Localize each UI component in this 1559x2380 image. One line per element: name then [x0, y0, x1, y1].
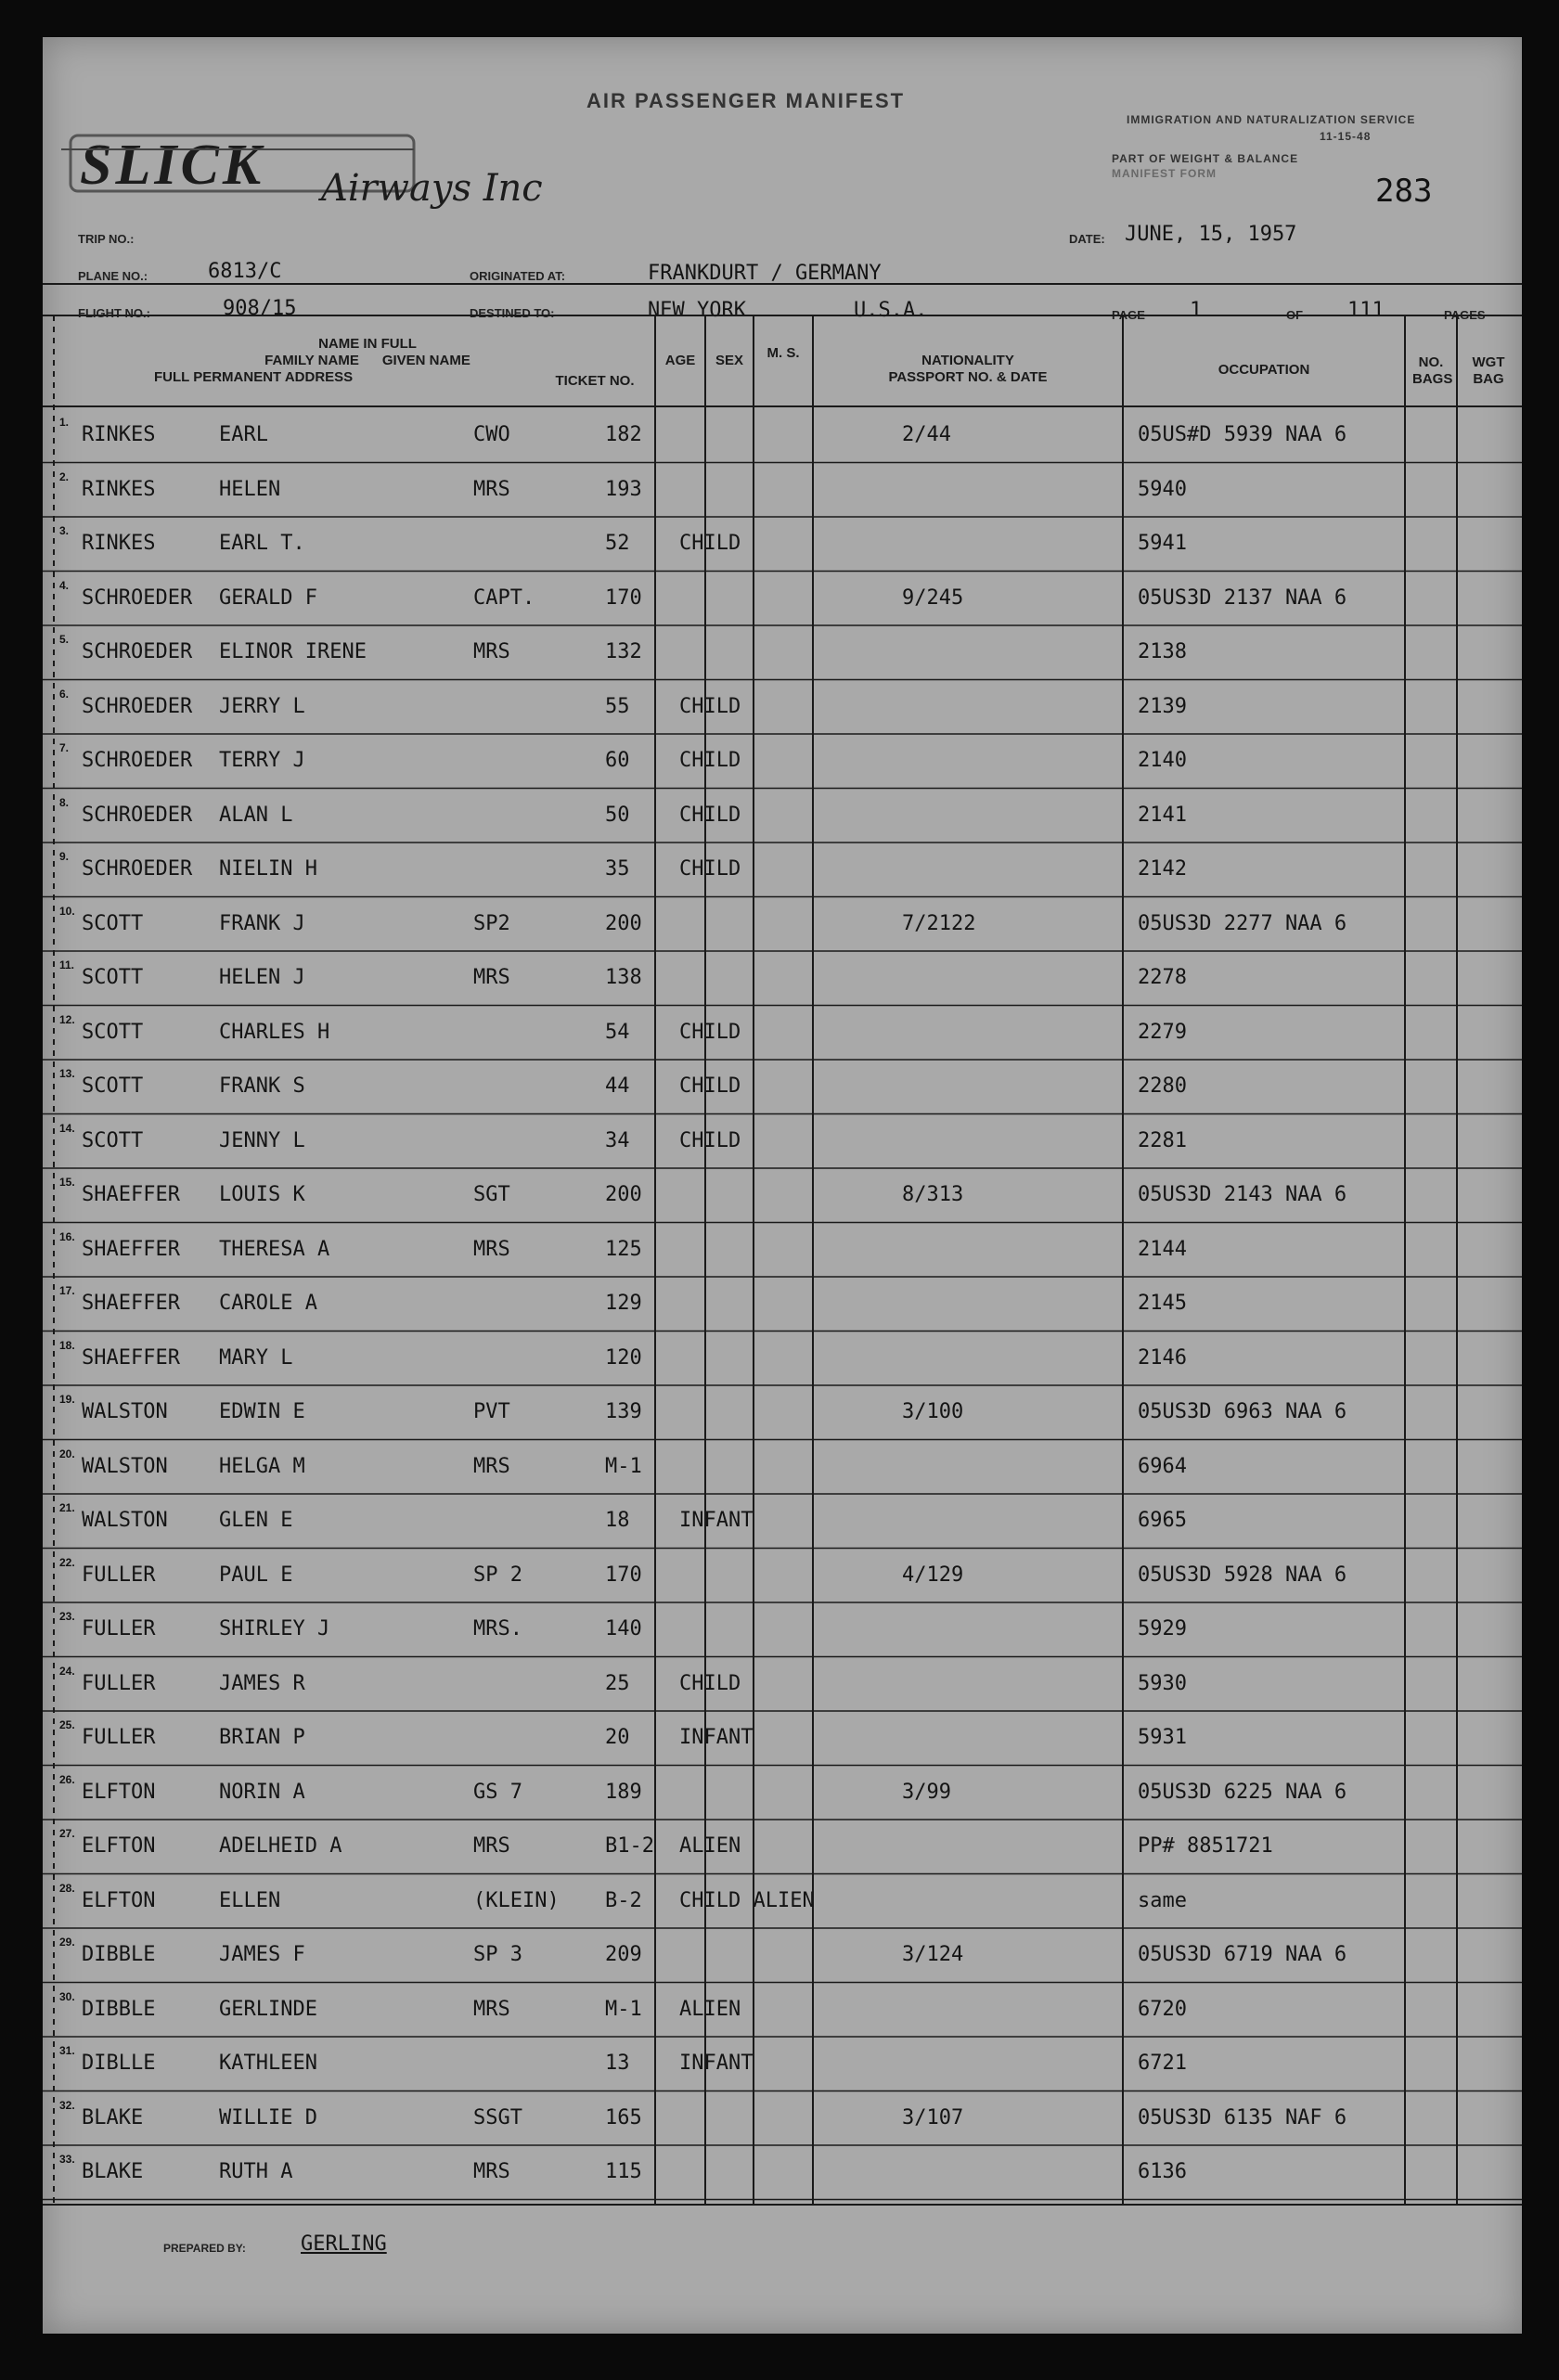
age-value: CHILD — [679, 803, 741, 827]
ticket-number: 20 — [605, 1726, 630, 1749]
table-row — [43, 1006, 1522, 1060]
row-number: 26. — [59, 1772, 75, 1786]
given-name: JAMES R — [219, 1671, 305, 1695]
occupation-value: 05US3D 5928 NAA 6 — [1138, 1563, 1347, 1587]
family-name: RINKES — [82, 477, 156, 501]
ticket-number: 200 — [605, 1183, 642, 1206]
occupation-value: 2146 — [1138, 1345, 1187, 1370]
given-name: MARY L — [219, 1345, 293, 1370]
table-row — [43, 1983, 1522, 2037]
ticket-number: 182 — [605, 423, 642, 446]
occupation-value: PP# 8851721 — [1138, 1834, 1273, 1858]
col-header-bags: NO. BAGS — [1412, 354, 1453, 387]
given-name: HELEN J — [219, 966, 305, 989]
row-number: 9. — [59, 850, 70, 863]
row-number: 13. — [59, 1067, 75, 1080]
family-name: SCHROEDER — [82, 857, 193, 881]
rank-title: (KLEIN) — [473, 1888, 560, 1912]
given-name: GERALD F — [219, 585, 317, 610]
family-name: FULLER — [82, 1671, 156, 1695]
table-row — [43, 1602, 1522, 1656]
page-stamp-number: 283 — [1375, 173, 1433, 210]
occupation-value: 2142 — [1138, 857, 1187, 881]
row-number: 2. — [59, 470, 70, 483]
ticket-number: 139 — [605, 1400, 642, 1423]
ticket-number: B1-2 — [605, 1834, 654, 1858]
family-name: WALSTON — [82, 1509, 168, 1532]
family-name: ELFTON — [82, 1780, 156, 1804]
passport-date: 9/245 — [902, 585, 964, 610]
rank-title: SGT — [473, 1183, 510, 1206]
col-header-wgt: WGT BAG — [1472, 354, 1505, 387]
table-row — [43, 1549, 1522, 1602]
occupation-value: 5941 — [1138, 532, 1187, 555]
col-header-name-line2: FAMILY NAME GIVEN NAME — [264, 353, 470, 368]
svg-text:SLICK: SLICK — [80, 134, 265, 197]
family-name: WALSTON — [82, 1400, 168, 1423]
given-name: ELLEN — [219, 1888, 281, 1912]
rank-title: CAPT. — [473, 585, 535, 610]
occupation-value: 05US3D 6719 NAA 6 — [1138, 1943, 1347, 1966]
plane-value: 6813/C — [208, 260, 282, 283]
occupation-value: 2139 — [1138, 694, 1187, 718]
table-row — [43, 897, 1522, 951]
given-name: TERRY J — [219, 749, 305, 772]
given-name: HELEN — [219, 477, 281, 501]
occupation-value: 2140 — [1138, 749, 1187, 772]
occupation-value: 05US3D 2277 NAA 6 — [1138, 911, 1347, 935]
age-value: CHILD — [679, 1020, 741, 1044]
occupation-value: 05US3D 6135 NAF 6 — [1138, 2105, 1347, 2129]
row-number: 5. — [59, 633, 70, 646]
occupation-value: 6964 — [1138, 1454, 1187, 1478]
row-number: 6. — [59, 687, 70, 701]
ticket-number: 35 — [605, 857, 630, 881]
given-name: CAROLE A — [219, 1292, 317, 1315]
rank-title: MRS — [473, 477, 510, 501]
table-row — [43, 1494, 1522, 1548]
rank-title: MRS — [473, 1237, 510, 1261]
occupation-value: 6721 — [1138, 2052, 1187, 2075]
family-name: SHAEFFER — [82, 1292, 180, 1315]
occupation-value: 2279 — [1138, 1020, 1187, 1044]
rank-title: MRS — [473, 640, 510, 663]
given-name: JAMES F — [219, 1943, 305, 1966]
given-name: JERRY L — [219, 694, 305, 718]
age-value: INFANT — [679, 2052, 754, 2075]
ticket-number: 189 — [605, 1780, 642, 1804]
row-number: 15. — [59, 1176, 75, 1189]
rank-title: SP 2 — [473, 1563, 522, 1587]
row-number: 21. — [59, 1501, 75, 1514]
table-row — [43, 1874, 1522, 1928]
rank-title: MRS — [473, 1834, 510, 1858]
ticket-number: 25 — [605, 1671, 630, 1695]
table-row — [43, 1385, 1522, 1439]
row-number: 3. — [59, 524, 70, 537]
svg-text:Airways Inc: Airways Inc — [321, 167, 543, 210]
family-name: SCHROEDER — [82, 749, 193, 772]
ticket-number: 13 — [605, 2052, 630, 2075]
family-name: FULLER — [82, 1726, 156, 1749]
destined-city: NEW YORK — [648, 299, 746, 322]
family-name: WALSTON — [82, 1454, 168, 1478]
family-name: ELFTON — [82, 1888, 156, 1912]
row-number: 29. — [59, 1936, 75, 1949]
table-row — [43, 789, 1522, 843]
row-number: 30. — [59, 1989, 75, 2003]
given-name: EARL — [219, 423, 268, 446]
date-value: JUNE, 15, 1957 — [1125, 223, 1297, 246]
ticket-number: 132 — [605, 640, 642, 663]
family-name: SCHROEDER — [82, 803, 193, 827]
row-number: 33. — [59, 2153, 75, 2166]
occupation-value: 6965 — [1138, 1509, 1187, 1532]
row-number: 4. — [59, 578, 70, 592]
family-name: SCOTT — [82, 1020, 144, 1044]
given-name: WILLIE D — [219, 2105, 317, 2129]
occupation-value: 2138 — [1138, 640, 1187, 663]
row-number: 31. — [59, 2044, 75, 2057]
ins-stamp-line4: MANIFEST FORM — [1112, 167, 1217, 180]
given-name: PAUL E — [219, 1563, 293, 1587]
ticket-number: 140 — [605, 1617, 642, 1640]
family-name: SCHROEDER — [82, 585, 193, 610]
given-name: BRIAN P — [219, 1726, 305, 1749]
occupation-value: 05US3D 2137 NAA 6 — [1138, 585, 1347, 610]
ticket-number: B-2 — [605, 1888, 642, 1912]
table-row — [43, 463, 1522, 517]
prepared-by-value: GERLING — [301, 2232, 387, 2256]
ticket-number: 200 — [605, 911, 642, 935]
occupation-value: 05US3D 2143 NAA 6 — [1138, 1183, 1347, 1206]
row-number: 19. — [59, 1393, 75, 1406]
table-row — [43, 572, 1522, 625]
table-row — [43, 625, 1522, 679]
table-row — [43, 2091, 1522, 2145]
ticket-number: 138 — [605, 966, 642, 989]
family-name: SCOTT — [82, 1074, 144, 1098]
occupation-value: 6720 — [1138, 1997, 1187, 2021]
given-name: ALAN L — [219, 803, 293, 827]
table-row — [43, 408, 1522, 462]
date-label: DATE: — [1069, 232, 1105, 246]
age-value: ALIEN — [679, 1834, 741, 1858]
ticket-number: 129 — [605, 1292, 642, 1315]
age-value: CHILD ALIEN — [679, 1888, 815, 1912]
col-header-nationality — [813, 353, 1123, 386]
rank-title: SP2 — [473, 911, 510, 935]
originated-label: ORIGINATED AT: — [470, 269, 566, 283]
row-number: 20. — [59, 1447, 75, 1460]
col-header-name-line3: FULL PERMANENT ADDRESS — [154, 369, 354, 385]
table-row — [43, 1223, 1522, 1277]
given-name: KATHLEEN — [219, 2052, 317, 2075]
given-name: FRANK S — [219, 1074, 305, 1098]
ticket-number: 44 — [605, 1074, 630, 1098]
occupation-value: 05US3D 6963 NAA 6 — [1138, 1400, 1347, 1423]
occupation-value: 5929 — [1138, 1617, 1187, 1640]
prepared-by-label: PREPARED BY: — [163, 2242, 246, 2255]
occupation-value: 2280 — [1138, 1074, 1187, 1098]
table-row — [43, 1820, 1522, 1873]
plane-label: PLANE NO.: — [78, 269, 148, 283]
given-name: JENNY L — [219, 1128, 305, 1152]
row-number: 1. — [59, 416, 70, 429]
given-name: THERESA A — [219, 1237, 330, 1261]
passport-date: 3/99 — [902, 1780, 951, 1804]
ins-stamp-line2: 11-15-48 — [1320, 130, 1372, 143]
ticket-number: 165 — [605, 2105, 642, 2129]
occupation-value: 05US3D 6225 NAA 6 — [1138, 1780, 1347, 1804]
given-name: FRANK J — [219, 911, 305, 935]
passport-date: 2/44 — [902, 423, 951, 446]
family-name: SCHROEDER — [82, 694, 193, 718]
family-name: SHAEFFER — [82, 1237, 180, 1261]
family-name: DIBLLE — [82, 2052, 156, 2075]
family-name: BLAKE — [82, 2160, 144, 2183]
given-name: GERLINDE — [219, 1997, 317, 2021]
rank-title: SP 3 — [473, 1943, 522, 1966]
ins-stamp-line1: IMMIGRATION AND NATURALIZATION SERVICE — [1127, 113, 1416, 126]
passport-date: 7/2122 — [902, 911, 976, 935]
ticket-number: 60 — [605, 749, 630, 772]
ticket-number: 170 — [605, 585, 642, 610]
row-number: 32. — [59, 2098, 75, 2112]
rank-title: MRS — [473, 966, 510, 989]
passport-date: 4/129 — [902, 1563, 964, 1587]
rank-title: MRS. — [473, 1617, 522, 1640]
family-name: RINKES — [82, 423, 156, 446]
age-value: ALIEN — [679, 1997, 741, 2021]
destined-country: U.S.A. — [854, 299, 928, 322]
ticket-number: 54 — [605, 1020, 630, 1044]
flight-label: FLIGHT NO.: — [78, 306, 150, 320]
col-header-nationality-line2: PASSPORT NO. & DATE — [888, 369, 1048, 385]
table-row — [43, 1928, 1522, 1982]
family-name: FULLER — [82, 1617, 156, 1640]
given-name: EARL T. — [219, 532, 305, 555]
age-value: CHILD — [679, 1128, 741, 1152]
pages-label: PAGES — [1444, 308, 1486, 322]
family-name: DIBBLE — [82, 1997, 156, 2021]
originated-value: FRANKDURT / GERMANY — [648, 262, 882, 285]
table-row — [43, 1766, 1522, 1820]
given-name: CHARLES H — [219, 1020, 330, 1044]
row-number: 8. — [59, 795, 70, 809]
passport-date: 3/124 — [902, 1943, 964, 1966]
row-number: 28. — [59, 1881, 75, 1895]
rank-title: MRS — [473, 1997, 510, 2021]
family-name: SHAEFFER — [82, 1183, 180, 1206]
age-value: INFANT — [679, 1509, 754, 1532]
page-label: PAGE — [1112, 308, 1145, 322]
given-name: NIELIN H — [219, 857, 317, 881]
ticket-number: 50 — [605, 803, 630, 827]
family-name: DIBBLE — [82, 1943, 156, 1966]
ticket-number: 52 — [605, 532, 630, 555]
row-number: 23. — [59, 1610, 75, 1623]
table-row — [43, 1168, 1522, 1222]
col-header-nationality-line1: NATIONALITY — [921, 353, 1014, 368]
table-row — [43, 843, 1522, 896]
occupation-value: 2278 — [1138, 966, 1187, 989]
family-name: SCOTT — [82, 911, 144, 935]
rank-title: MRS — [473, 2160, 510, 2183]
table-row — [43, 1657, 1522, 1711]
rank-title: MRS — [473, 1454, 510, 1478]
row-number: 24. — [59, 1664, 75, 1678]
row-number: 25. — [59, 1718, 75, 1731]
col-header-occupation: OCCUPATION — [1218, 362, 1310, 378]
flight-value: 908/15 — [223, 297, 297, 320]
table-row — [43, 1440, 1522, 1494]
table-row — [43, 951, 1522, 1005]
trip-label: TRIP NO.: — [78, 232, 135, 246]
row-number: 14. — [59, 1121, 75, 1135]
row-number: 17. — [59, 1284, 75, 1297]
ticket-number: 34 — [605, 1128, 630, 1152]
destined-label: DESTINED TO: — [470, 306, 555, 320]
row-number: 10. — [59, 904, 75, 918]
table-row — [43, 1277, 1522, 1331]
rank-title: SSGT — [473, 2105, 522, 2129]
col-header-sex: SEX — [715, 353, 743, 368]
occupation-value: 2144 — [1138, 1237, 1187, 1261]
ticket-number: 125 — [605, 1237, 642, 1261]
family-name: BLAKE — [82, 2105, 144, 2129]
table-row — [43, 1114, 1522, 1168]
manifest-page — [43, 37, 1522, 2334]
family-name: SCHROEDER — [82, 640, 193, 663]
page-value: 1 — [1190, 299, 1203, 322]
family-name: SHAEFFER — [82, 1345, 180, 1370]
of-value: 111 — [1347, 299, 1385, 322]
occupation-value: 2141 — [1138, 803, 1187, 827]
table-row — [43, 1332, 1522, 1385]
row-number: 11. — [59, 958, 75, 971]
family-name: SCOTT — [82, 966, 144, 989]
ticket-number: 209 — [605, 1943, 642, 1966]
age-value: CHILD — [679, 1671, 741, 1695]
passport-date: 3/100 — [902, 1400, 964, 1423]
given-name: HELGA M — [219, 1454, 305, 1478]
given-name: ELINOR IRENE — [219, 640, 367, 663]
table-row — [43, 734, 1522, 788]
rank-title: PVT — [473, 1400, 510, 1423]
occupation-value: 05US#D 5939 NAA 6 — [1138, 423, 1347, 446]
row-number: 16. — [59, 1229, 75, 1243]
col-header-age: AGE — [664, 353, 696, 368]
given-name: EDWIN E — [219, 1400, 305, 1423]
occupation-value: 5930 — [1138, 1671, 1187, 1695]
table-row — [43, 1060, 1522, 1113]
given-name: ADELHEID A — [219, 1834, 342, 1858]
col-header-name-line1: NAME IN FULL — [318, 336, 417, 352]
family-name: RINKES — [82, 532, 156, 555]
ticket-number: 193 — [605, 477, 642, 501]
occupation-value: 2281 — [1138, 1128, 1187, 1152]
row-number: 22. — [59, 1555, 75, 1569]
occupation-value: 5940 — [1138, 477, 1187, 501]
ticket-number: M-1 — [605, 1454, 642, 1478]
ins-stamp-line3: PART OF WEIGHT & BALANCE — [1112, 152, 1299, 165]
family-name: SCOTT — [82, 1128, 144, 1152]
ticket-number: 18 — [605, 1509, 630, 1532]
family-name: ELFTON — [82, 1834, 156, 1858]
age-value: CHILD — [679, 749, 741, 772]
given-name: LOUIS K — [219, 1183, 305, 1206]
table-row — [43, 1711, 1522, 1765]
given-name: NORIN A — [219, 1780, 305, 1804]
occupation-value: 5931 — [1138, 1726, 1187, 1749]
table-row — [43, 2037, 1522, 2091]
given-name: SHIRLEY J — [219, 1617, 330, 1640]
ticket-number: 120 — [605, 1345, 642, 1370]
given-name: RUTH A — [219, 2160, 293, 2183]
col-header-ticket: TICKET NO. — [555, 373, 635, 389]
passport-date: 8/313 — [902, 1183, 964, 1206]
row-number: 18. — [59, 1338, 75, 1352]
occupation-value: 6136 — [1138, 2160, 1187, 2183]
occupation-value: 2145 — [1138, 1292, 1187, 1315]
age-value: CHILD — [679, 1074, 741, 1098]
age-value: CHILD — [679, 694, 741, 718]
row-number: 27. — [59, 1827, 75, 1840]
age-value: INFANT — [679, 1726, 754, 1749]
ticket-number: 115 — [605, 2160, 642, 2183]
ticket-number: M-1 — [605, 1997, 642, 2021]
ticket-number: 170 — [605, 1563, 642, 1587]
table-row — [43, 680, 1522, 734]
rank-title: GS 7 — [473, 1780, 522, 1804]
table-row — [43, 2145, 1522, 2199]
passport-date: 3/107 — [902, 2105, 964, 2129]
row-number: 7. — [59, 741, 70, 754]
col-header-ms: M. S. — [767, 345, 800, 361]
family-name: FULLER — [82, 1563, 156, 1587]
age-value: CHILD — [679, 532, 741, 555]
occupation-value: same — [1138, 1888, 1187, 1912]
table-row — [43, 517, 1522, 571]
rank-title: CWO — [473, 423, 510, 446]
row-number: 12. — [59, 1012, 75, 1026]
age-value: CHILD — [679, 857, 741, 881]
of-label: OF — [1286, 308, 1304, 322]
ticket-number: 55 — [605, 694, 630, 718]
given-name: GLEN E — [219, 1509, 293, 1532]
form-title: AIR PASSENGER MANIFEST — [586, 89, 906, 112]
